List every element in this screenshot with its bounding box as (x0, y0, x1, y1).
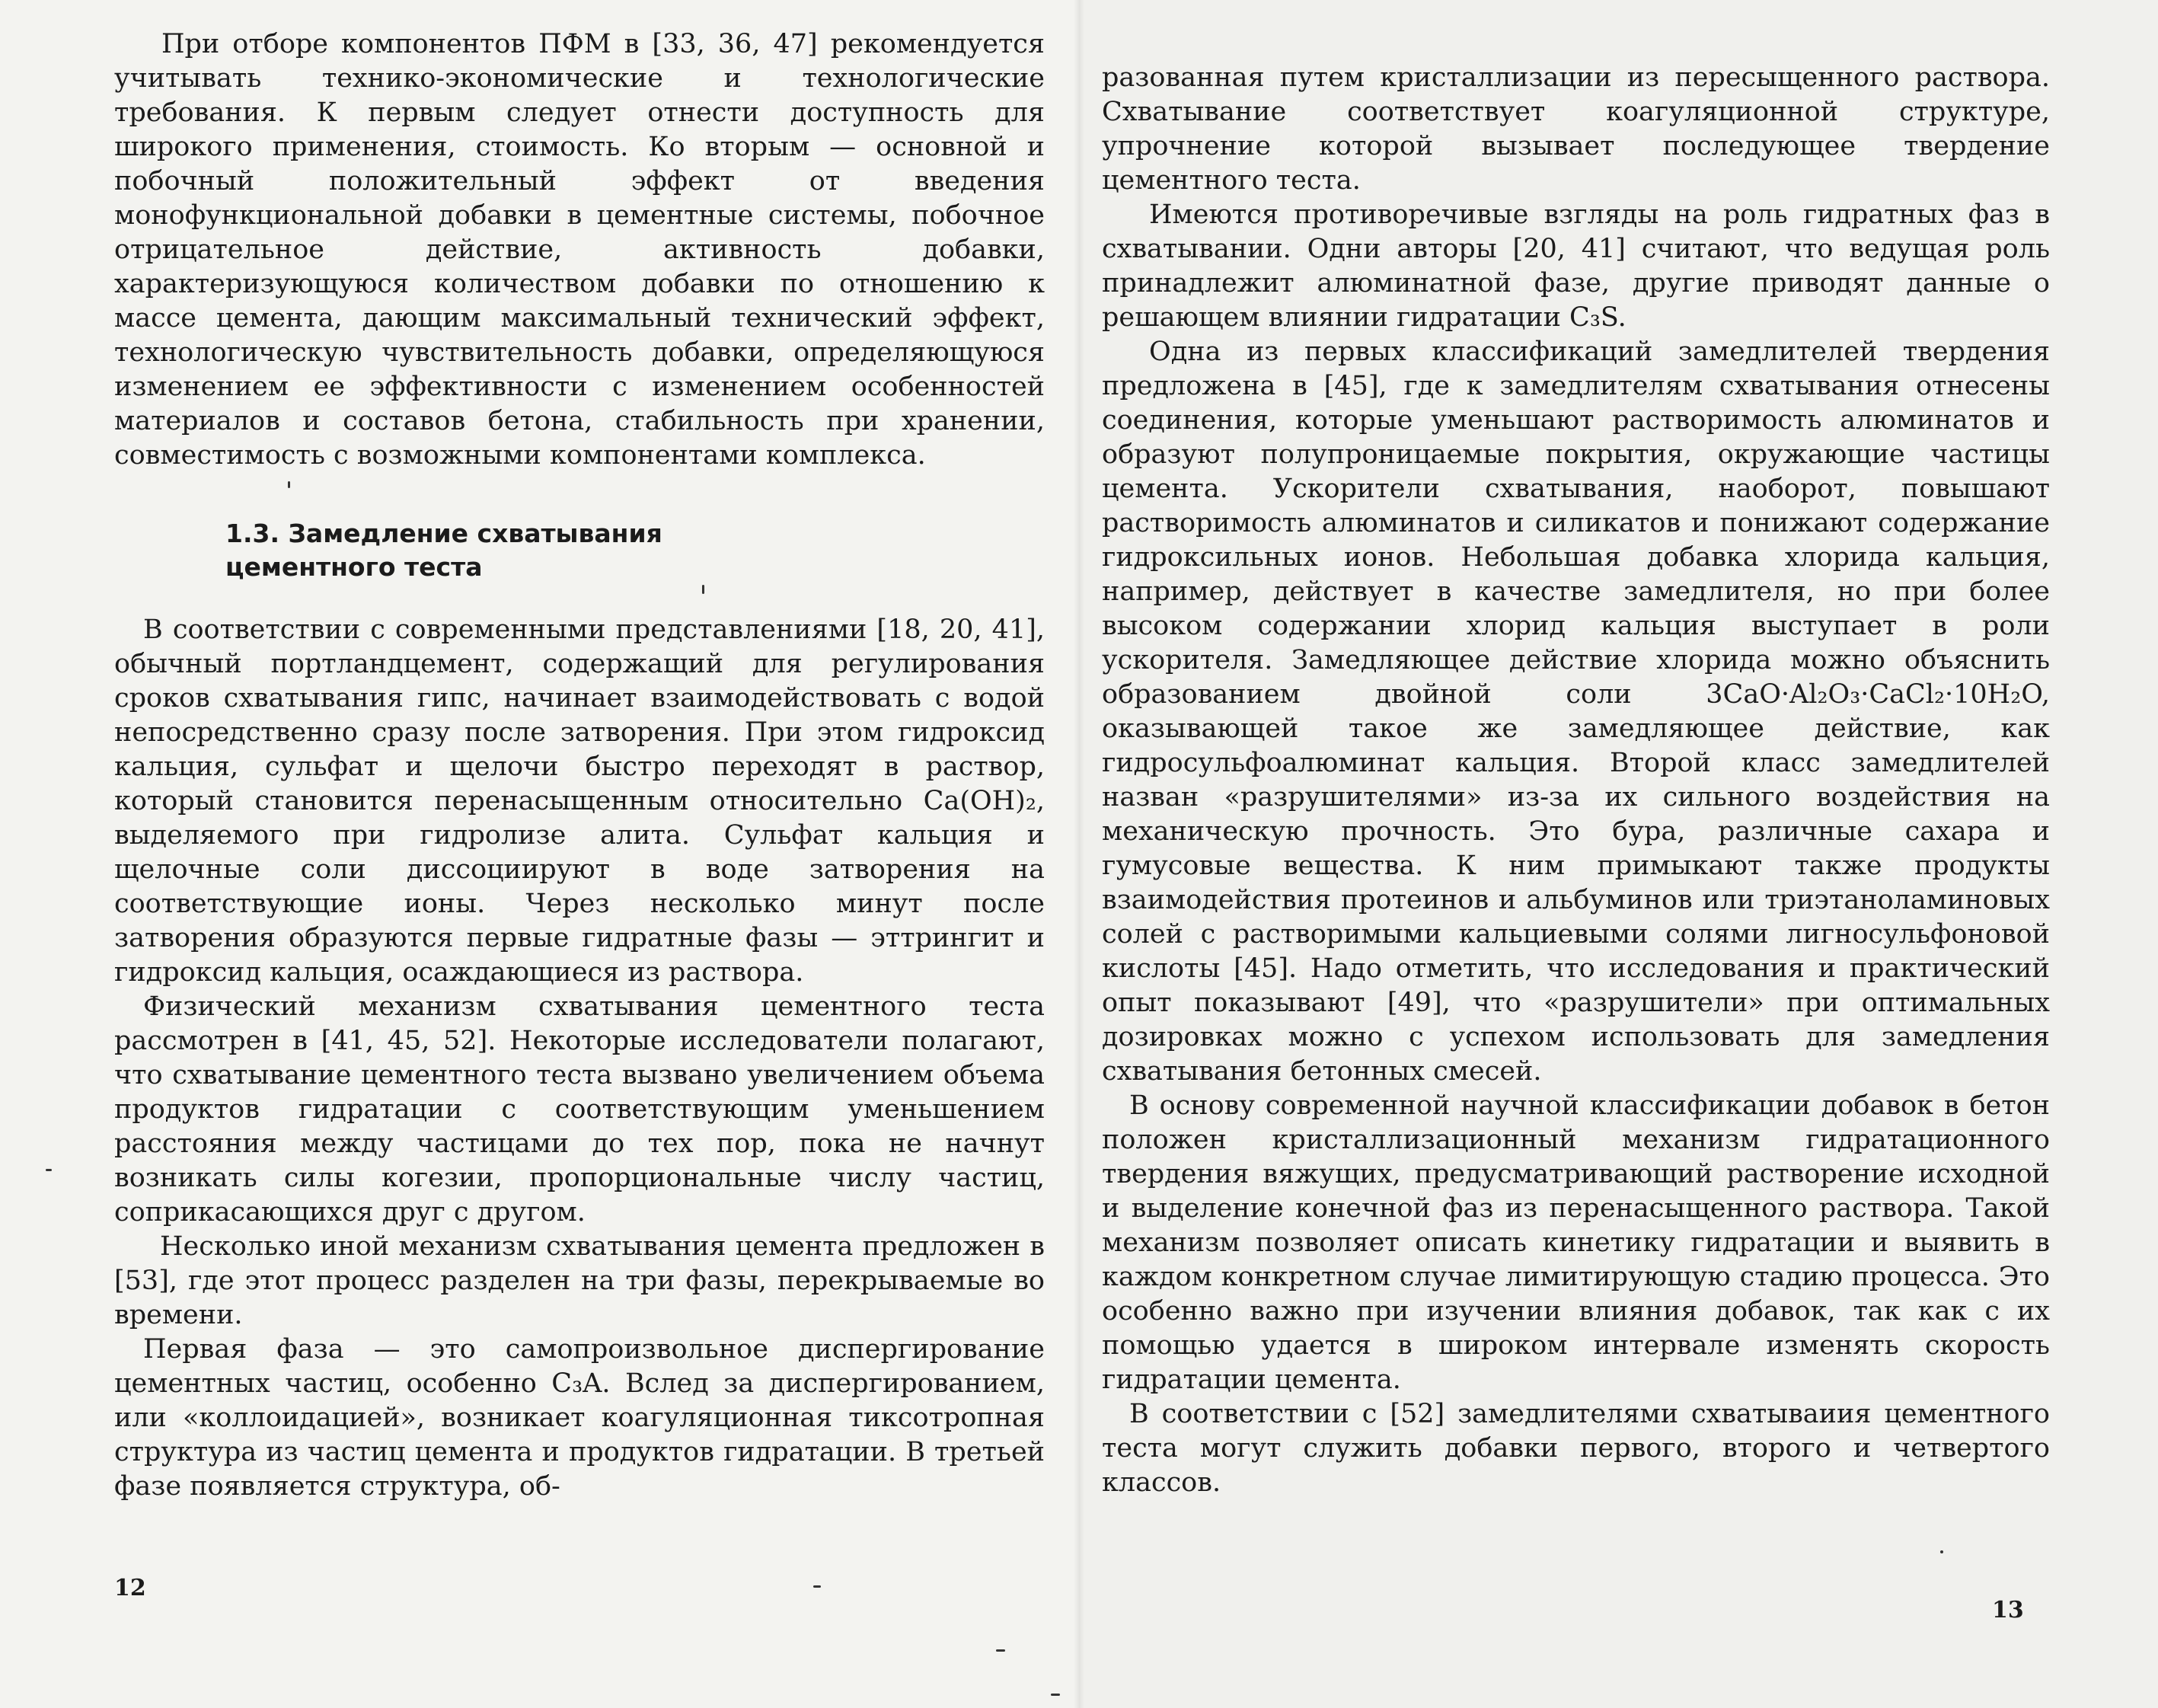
left-paragraph-2: В соответствии с современными представлениями [18, 20, 41], обычный портландцемент, содержащий для регулирования сроков схватывания гипс, начинает взаимодействовать с водой непосредственно сразу после затворения. При этом гидроксид кальция, сульфат и щелочи быстро переходят в раствор, который становится перенасыщенным относительно Ca(OH)₂, выделяемого при гидролизе алита. Сульфат кальция и щелочные соли диссоциируют в воде затворения на соответствующие ионы. Через несколько минут после затворения образуются первые гидратные фазы — эттрингит и гидроксид кальция, осаждающиеся из раствора. (114, 615, 1045, 988)
left-paragraph-1: При отборе компонентов ПФМ в [33, 36, 47] рекомендуется учитывать технико-экономические и технологические требования. К первым следует отнести доступность для широкого применения, стоимость. Ко вторым — основной и побочный положительный эффект от введения монофункциональной добавки в цементные системы, побочное отрицательное действие, активность добавки, характеризующуюся количеством добавки по отношению к массе цемента, дающим максимальный технический эффект, технологическую чувствительность добавки, определяющуюся изменением ее эффективности с изменением особенностей материалов и составов бетона, стабильность при хранении, совместимость с возможными компонентами комплекса. (114, 29, 1045, 471)
left-text-column (114, 27, 1045, 1504)
print-speck (1051, 1694, 1060, 1696)
right-paragraph-4: В основу современной научной классификации добавок в бетон положен кристаллизационный механизм гидратационного твердения вяжущих, предусматривающий растворение исходной и выделение конечной фаз из перенасыщенного раствора. Такой механизм позволяет описать кинетику гидратации и выявить в каждом конкретном случае лимитирующую стадию процесса. Это особенно важно при изучении влияния добавок, так как с их помощью удается в широком интервале изменять скорость гидратации цемента. (1102, 1090, 2050, 1395)
left-paragraph-3: Физический механизм схватывания цементного теста рассмотрен в [41, 45, 52]. Некоторые исследователи полагают, что схватывание цементного теста вызвано увеличением объема продуктов гидратации с соответствующим уменьшением расстояния между частицами до тех пор, пока не начнут возникать силы когезии, пропорциональные числу частиц, соприкасающихся друг с другом. (114, 991, 1045, 1228)
page-number-left: 12 (114, 1575, 146, 1601)
print-speck (702, 585, 704, 594)
left-paragraph-4: Несколько иной механизм схватывания цемента предложен в [53], где этот процесс разделен на три фазы, перекрываемые во времени. (114, 1231, 1045, 1330)
print-speck (813, 1585, 821, 1588)
right-paragraph-2: Имеются противоречивые взгляды на роль гидратных фаз в схватывании. Одни авторы [20, 41] считают, что ведущая роль принадлежит алюминатной фазе, другие приводят данные о решающем влиянии гидратации C₃S. (1102, 200, 2050, 333)
right-text-column (1102, 61, 2050, 1500)
print-speck (46, 1169, 52, 1171)
book-spine (1074, 0, 1084, 1708)
right-paragraph-1: разованная путем кристаллизации из пересыщенного раствора. Схватывание соответствует коагуляционной структуре, упрочнение которой вызывает последующее твердение цементного теста. (1102, 62, 2050, 196)
print-speck (288, 481, 290, 488)
section-heading (225, 517, 774, 584)
right-paragraph-5: В соответствии с [52] замедлителями схватываиия цементного теста могут служить добавки первого, второго и четвертого классов. (1102, 1399, 2050, 1498)
section-heading-line-1: 1.3. Замедление схватывания (225, 519, 662, 548)
left-paragraph-5: Первая фаза — это самопроизвольное диспергирование цементных частиц, особенно C₃A. Вслед за диспергированием, или «коллоидацией», возникает коагуляционная тиксотропная структура из частиц цемента и продуктов гидратации. В третьей фазе появляется структура, об- (114, 1334, 1045, 1502)
section-heading-line-2: цементного теста (225, 552, 483, 582)
page-number-right: 13 (1992, 1597, 2024, 1623)
right-paragraph-3: Одна из первых классификаций замедлителей твердения предложена в [45], где к замедлителям схватывания отнесены соединения, которые уменьшают растворимость алюминатов и образуют полупроницаемые покрытия, окружающие частицы цемента. Ускорители схватывания, наоборот, повышают растворимость алюминатов и силикатов и понижают содержание гидроксильных ионов. Небольшая добавка хлорида кальция, например, действует в качестве замедлителя, но при более высоком содержании хлорид кальция выступает в роли ускорителя. Замедляющее действие хлорида можно объяснить образованием двойной соли 3CaO·Al₂O₃·CaCl₂·10H₂O, оказывающей такое же замедляющее действие, как гидросульфоалюминат кальция. Второй класс замедлителей назван «разрушителями» из-за их сильного воздействия на механическую прочность. Это бура, различные сахара и гумусовые вещества. К ним примыкают также продукты взаимодействия протеинов и альбуминов или триэтаноламиновых солей с растворимыми кальциевыми солями лигносульфоновой кислоты [45]. Надо отметить, что исследования и практический опыт показывают [49], что «разрушители» при оптимальных дозировках можно с успехом использовать для замедления схватывания бетонных смесей. (1102, 337, 2050, 1087)
print-speck (996, 1649, 1005, 1652)
print-speck (1940, 1550, 1943, 1553)
